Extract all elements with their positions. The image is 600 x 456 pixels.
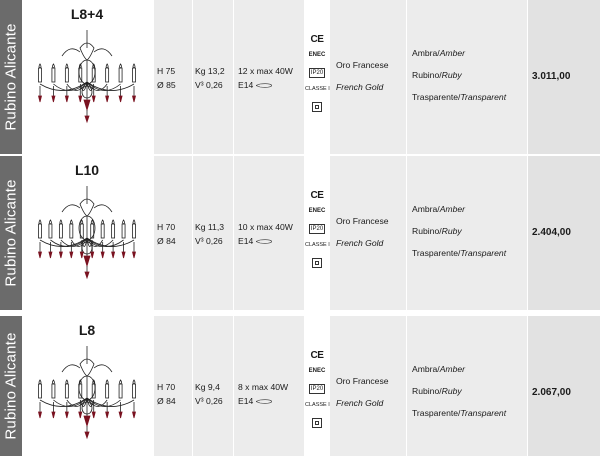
color-english: Ruby: [441, 226, 462, 236]
product-image-cell: [22, 0, 152, 154]
height-value: H 75: [157, 66, 176, 76]
chandelier-image: [32, 30, 142, 130]
height-value: H 70: [157, 382, 176, 392]
color-option: [412, 68, 462, 82]
finish-english: French Gold: [336, 238, 384, 248]
double-insulation-icon: [312, 258, 322, 268]
finish-italian: Oro Francese: [336, 216, 389, 226]
volume-value: V³ 0,26: [195, 396, 223, 406]
product-image-cell: [22, 316, 152, 456]
color-english: Ruby: [441, 386, 462, 396]
certifications-cell: [305, 156, 329, 310]
price-cell: [528, 0, 600, 154]
class-label: CLASSE I: [305, 402, 330, 408]
chandelier-image: [32, 346, 142, 446]
ip20-mark-icon: IP20: [310, 386, 324, 392]
socket-type: [238, 78, 272, 92]
color-italian: Rubino/: [412, 70, 442, 80]
weight-value: Kg 9,4: [195, 382, 220, 392]
finish-cell: [330, 316, 406, 456]
color-italian: Trasparente/: [412, 92, 461, 102]
socket-label: E14: [238, 236, 254, 246]
certifications-cell: [305, 0, 329, 154]
model-code: L10: [74, 162, 100, 178]
double-insulation-icon: [312, 102, 322, 112]
color-english: Ruby: [441, 70, 462, 80]
lamp-count: 10 x max 40W: [238, 222, 293, 232]
certifications-cell: [305, 316, 329, 456]
color-english: Transparent: [460, 408, 507, 418]
price-cell: [528, 156, 600, 310]
finish-italian: Oro Francese: [336, 60, 389, 70]
collection-name: Rubino Alicante: [2, 179, 20, 287]
product-row: [0, 316, 600, 456]
glass-colors-cell: [407, 316, 527, 456]
weight-value: Kg 13,2: [195, 66, 225, 76]
color-option: [412, 90, 506, 104]
class-label: CLASSE I: [305, 242, 330, 248]
price-cell: [528, 316, 600, 456]
color-italian: Rubino/: [412, 386, 442, 396]
color-italian: Trasparente/: [412, 248, 461, 258]
color-option: [412, 246, 506, 260]
color-english: Amber: [439, 364, 466, 374]
height-value: H 70: [157, 222, 176, 232]
chandelier-image: [32, 186, 142, 286]
color-italian: Ambra/: [412, 364, 440, 374]
color-english: Amber: [439, 48, 466, 58]
diameter-value: Ø 84: [157, 236, 176, 246]
ip20-mark-icon: IP20: [310, 70, 324, 76]
price-value: 2.404,00: [532, 227, 571, 238]
color-italian: Rubino/: [412, 226, 442, 236]
ip20-mark-icon: IP20: [310, 226, 324, 232]
finish-cell: [330, 156, 406, 310]
lamps-cell: [234, 316, 304, 456]
side-label-bar: [0, 156, 22, 310]
model-code: L8: [78, 322, 96, 338]
side-label-bar: [0, 316, 22, 456]
lamps-cell: [234, 156, 304, 310]
dimensions-cell: [154, 156, 192, 310]
collection-name: Rubino Alicante: [2, 23, 20, 131]
color-english: Transparent: [460, 248, 507, 258]
socket-type: [238, 394, 272, 408]
color-english: Amber: [439, 204, 466, 214]
volume-value: V³ 0,26: [195, 80, 223, 90]
dimensions-cell: [154, 0, 192, 154]
lamp-count: 12 x max 40W: [238, 66, 293, 76]
dimensions-cell: [154, 316, 192, 456]
bulb-icon: [256, 239, 272, 244]
color-option: [412, 406, 506, 420]
color-italian: Trasparente/: [412, 408, 461, 418]
socket-type: [238, 234, 272, 248]
weight-value: Kg 11,3: [195, 222, 224, 232]
double-insulation-icon: [312, 418, 322, 428]
ce-mark-icon: CE: [310, 34, 324, 45]
color-option: [412, 202, 465, 216]
color-option: [412, 362, 465, 376]
finish-english: French Gold: [336, 82, 384, 92]
lamp-count: 8 x max 40W: [238, 382, 289, 392]
color-option: [412, 224, 462, 238]
color-option: [412, 46, 465, 60]
glass-colors-cell: [407, 156, 527, 310]
weight-cell: [193, 156, 233, 310]
product-row: [0, 156, 600, 310]
side-label-bar: [0, 0, 22, 154]
enec-mark-icon: ENEC: [308, 52, 326, 58]
model-code: L8+4: [70, 6, 104, 22]
price-value: 2.067,00: [532, 387, 571, 398]
glass-colors-cell: [407, 0, 527, 154]
diameter-value: Ø 85: [157, 80, 176, 90]
collection-name: Rubino Alicante: [2, 332, 20, 440]
finish-cell: [330, 0, 406, 154]
socket-label: E14: [238, 396, 254, 406]
finish-italian: Oro Francese: [336, 376, 389, 386]
bulb-icon: [256, 399, 272, 404]
ce-mark-icon: CE: [310, 350, 324, 361]
color-english: Transparent: [460, 92, 507, 102]
weight-cell: [193, 316, 233, 456]
volume-value: V³ 0,26: [195, 236, 223, 246]
ce-mark-icon: CE: [310, 190, 324, 201]
enec-mark-icon: ENEC: [308, 368, 326, 374]
finish-english: French Gold: [336, 398, 384, 408]
enec-mark-icon: ENEC: [308, 208, 326, 214]
color-option: [412, 384, 462, 398]
color-italian: Ambra/: [412, 204, 440, 214]
lamps-cell: [234, 0, 304, 154]
class-label: CLASSE I: [305, 86, 330, 92]
product-image-cell: [22, 156, 152, 310]
weight-cell: [193, 0, 233, 154]
price-value: 3.011,00: [532, 71, 571, 82]
product-row: [0, 0, 600, 154]
diameter-value: Ø 84: [157, 396, 176, 406]
bulb-icon: [256, 83, 272, 88]
color-italian: Ambra/: [412, 48, 440, 58]
socket-label: E14: [238, 80, 254, 90]
